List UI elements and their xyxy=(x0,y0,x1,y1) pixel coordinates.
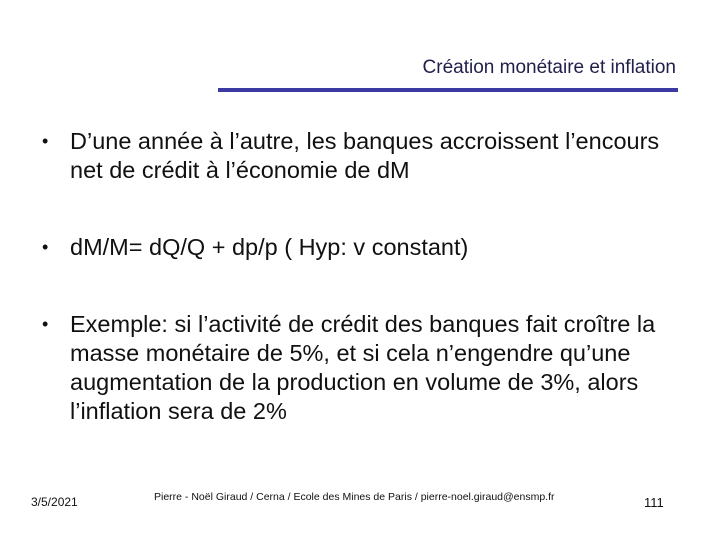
bullet-marker: • xyxy=(42,131,49,151)
bullet-text: Exemple: si l’activité de crédit des banques fait croître la masse monétaire de 5%, et si cela n’engendre qu’une augmentation de la production en volume de 3%, alors l’inflation sera de 2% xyxy=(70,311,656,424)
title-underline xyxy=(218,88,678,92)
slide-title: Création monétaire et inflation xyxy=(422,57,676,78)
bullet-marker: • xyxy=(42,237,49,257)
bullet-text: dM/M= dQ/Q + dp/p ( Hyp: v constant) xyxy=(70,234,469,260)
bullet-item xyxy=(42,310,682,426)
footer-date: 3/5/2021 xyxy=(31,495,78,509)
footer-author: Pierre - Noël Giraud / Cerna / Ecole des Mines de Paris / pierre-noel.giraud@ensmp.fr xyxy=(154,491,555,503)
page-number: 111 xyxy=(644,495,664,510)
bullet-item xyxy=(42,233,682,262)
bullet-marker: • xyxy=(42,314,49,334)
bullet-text: D’une année à l’autre, les banques accroissent l’encours net de crédit à l’économie de dM xyxy=(70,128,660,183)
bullet-item xyxy=(42,127,682,185)
